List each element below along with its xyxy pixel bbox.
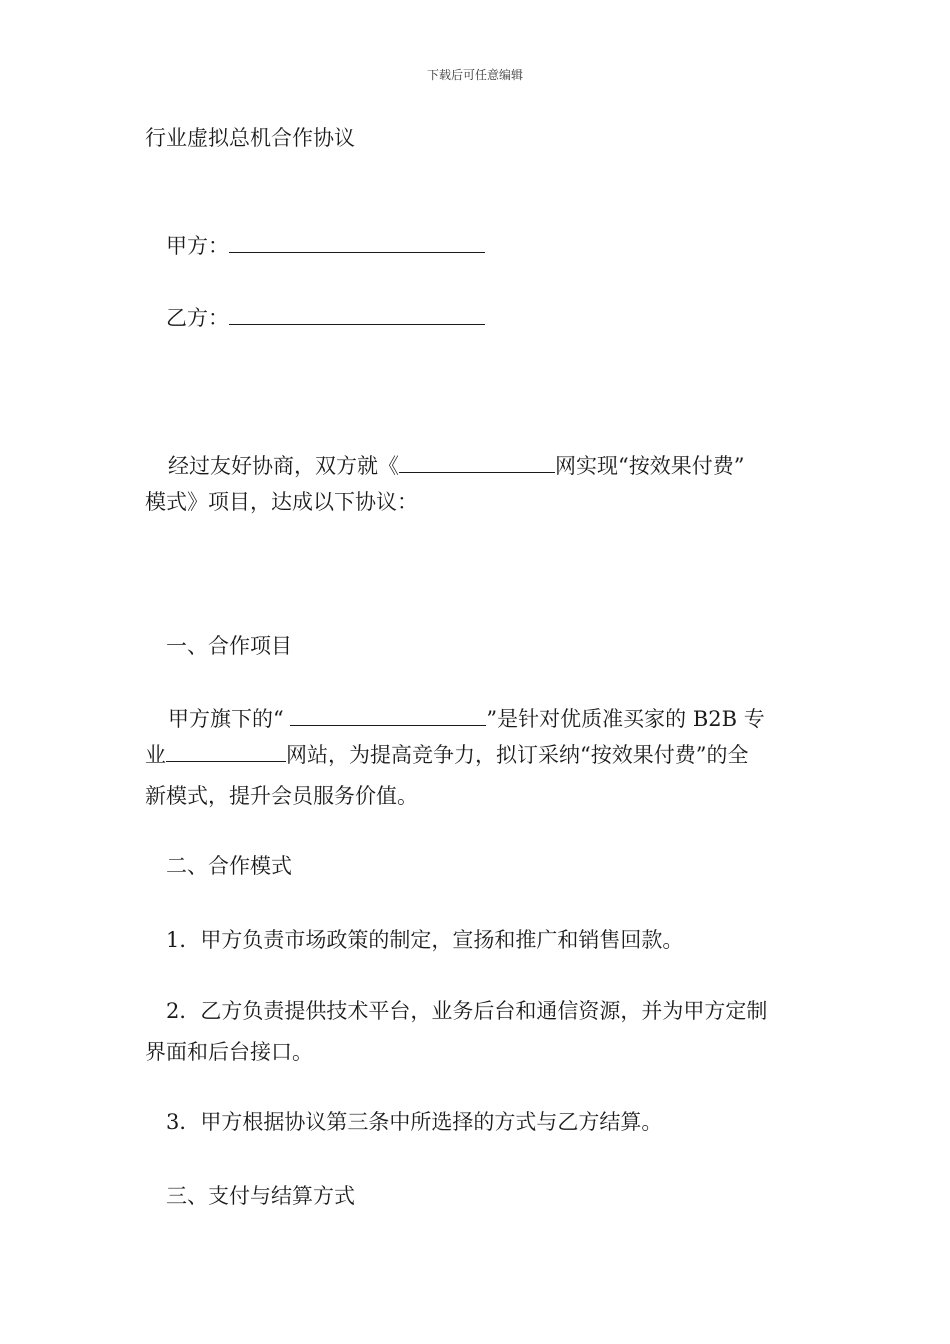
section-1-text-c: 业 xyxy=(145,743,166,767)
intro-text-2: 网实现“按效果付费” xyxy=(555,454,745,478)
section-1-text-b: ”是针对优质准买家的 B2B 专 xyxy=(486,707,765,731)
party-b-label: 乙方： xyxy=(166,306,229,330)
section-3-heading: 三、支付与结算方式 xyxy=(166,1184,355,1208)
intro-line-1 xyxy=(168,452,744,480)
section-1-industry-blank[interactable] xyxy=(166,741,286,762)
party-a-label: 甲方： xyxy=(166,234,229,258)
party-b-line xyxy=(166,304,485,332)
section-1-text-a: 甲方旗下的“ xyxy=(168,707,291,731)
section-1-heading: 一、合作项目 xyxy=(166,634,292,658)
header-note: 下载后可任意编辑 xyxy=(426,68,523,82)
party-b-blank[interactable] xyxy=(229,304,485,325)
section-2-item-2-line-1: 2．乙方负责提供技术平台，业务后台和通信资源，并为甲方定制 xyxy=(166,999,768,1023)
section-2-heading: 二、合作模式 xyxy=(166,854,292,878)
section-2-item-3: 3．甲方根据协议第三条中所选择的方式与乙方结算。 xyxy=(166,1110,663,1134)
section-1-line-3: 新模式，提升会员服务价值。 xyxy=(145,784,418,808)
section-2-item-2-line-2: 界面和后台接口。 xyxy=(145,1040,313,1064)
section-1-platform-blank[interactable] xyxy=(290,705,486,726)
intro-website-blank[interactable] xyxy=(399,452,555,473)
document-title: 行业虚拟总机合作协议 xyxy=(145,126,355,150)
section-1-text-d: 网站，为提高竞争力，拟订采纳“按效果付费”的全 xyxy=(286,743,749,767)
section-1-line-2 xyxy=(145,741,748,769)
intro-text-1: 经过友好协商，双方就《 xyxy=(168,454,399,478)
party-a-blank[interactable] xyxy=(229,232,485,253)
section-1-line-1 xyxy=(168,705,765,733)
section-2-item-1: 1．甲方负责市场政策的制定，宣扬和推广和销售回款。 xyxy=(166,928,684,952)
intro-line-2: 模式》项目，达成以下协议： xyxy=(145,490,418,514)
party-a-line xyxy=(166,232,485,260)
